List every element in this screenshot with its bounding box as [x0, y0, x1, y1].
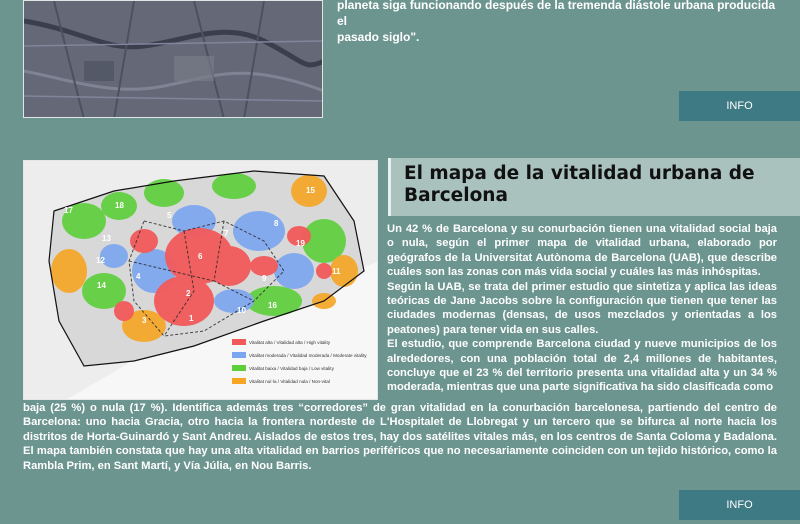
article-title: El mapa de la vitalidad urbana de Barcelona [404, 163, 755, 206]
top-article-line-2: pasado siglo". [337, 30, 420, 44]
map-label-16: 16 [268, 301, 277, 310]
map-label-1: 1 [189, 314, 194, 323]
legend-swatch-moderate [232, 352, 246, 358]
article-paragraph-3-start: El estudio, que comprende Barcelona ciudad y nueve municipios de los alrededores, con una población total de 2,4 millones de habitantes, concluye que el 23 % del territorio presenta una vitalidad alta y un 34 % moderada, mientras que una parte significativa ha sido clasificada como [387, 338, 777, 394]
map-label-12: 12 [96, 256, 105, 265]
map-label-6: 6 [198, 252, 203, 261]
map-label-7: 7 [224, 229, 229, 238]
legend-label-moderate: Vitalitat moderada / Vitalidad moderada / Moderate vitality [249, 353, 367, 358]
map-label-9: 9 [262, 274, 267, 283]
legend-label-nonvital: Vitalitat nul·la / Vitalidad nula / Non-vital [249, 379, 330, 384]
legend-label-low: Vitalitat baixa / Vitalidad baja / Low vitality [249, 366, 334, 371]
map-label-19: 19 [296, 239, 305, 248]
article-body-right [387, 222, 777, 395]
info-button-top[interactable]: INFO [679, 91, 800, 121]
info-button-bottom[interactable]: INFO [679, 490, 800, 520]
map-label-11: 11 [332, 267, 341, 276]
article-paragraph-2: Según la UAB, se trata del primer estudio que sintetiza y aplica las ideas teóricas de Jane Jacobs sobre la configuración que tienen que tener las ciudades modernas (densas, de usos mezclados y orientadas a los peatones) para tener vida en sus calles. [387, 280, 777, 336]
map-label-2: 2 [186, 289, 191, 298]
map-label-13: 13 [102, 234, 111, 243]
top-article-text [337, 0, 780, 45]
legend-swatch-low [232, 365, 246, 371]
map-label-5: 5 [167, 211, 172, 220]
map-label-15: 15 [306, 186, 315, 195]
map-label-14: 14 [97, 281, 106, 290]
legend-swatch-high [232, 339, 246, 345]
legend-swatch-nonvital [232, 378, 246, 384]
article-body-bottom: baja (25 %) o nula (17 %). Identifica además tres “corredores” de gran vitalidad en la conurbación barcelonesa, partiendo del centro de Barcelona: uno hacia Gracia, otro hacia la frontera nordeste de L'Hospitalet de Llobregat y un tercero que se bifurca al norte hacia los distritos de Horta-Guinardó y Sant Andreu. Aislados de estos tres, hay dos satélites vitales más, en los centros de Santa Coloma y Badalona. El mapa también constata que hay una alta vitalidad en barrios periféricos que no necesariamente coinciden con un tejido histórico, como la Rambla Prim, en Sant Martí, y Vía Júlia, en Nou Barris. [23, 402, 777, 472]
map-label-8: 8 [274, 219, 279, 228]
map-label-10: 10 [237, 306, 246, 315]
map-label-18: 18 [115, 201, 124, 210]
map-label-17: 17 [64, 206, 73, 215]
satellite-image-graphic [24, 1, 323, 118]
article-paragraph-1: Un 42 % de Barcelona y su conurbación tienen una vitalidad social baja o nula, según el primer mapa de vitalidad urbana, elaborado por geógrafos de la Universitat Autònoma de Barcelona (UAB), que describe cuáles son las zonas con más vida social y cuáles las más inhóspitas. [387, 223, 777, 279]
satellite-image [23, 0, 323, 118]
top-article-line-1: planeta siga funcionando después de la tremenda diástole urbana producida el [337, 0, 776, 28]
legend-label-high: Vitalitat alta / Vitalidad alta / High vitality [249, 340, 331, 345]
vitality-map-image [23, 160, 378, 400]
map-label-4: 4 [136, 272, 141, 281]
map-label-3: 3 [142, 316, 147, 325]
article-title-box [388, 158, 800, 216]
vitality-map-graphic [24, 161, 378, 400]
